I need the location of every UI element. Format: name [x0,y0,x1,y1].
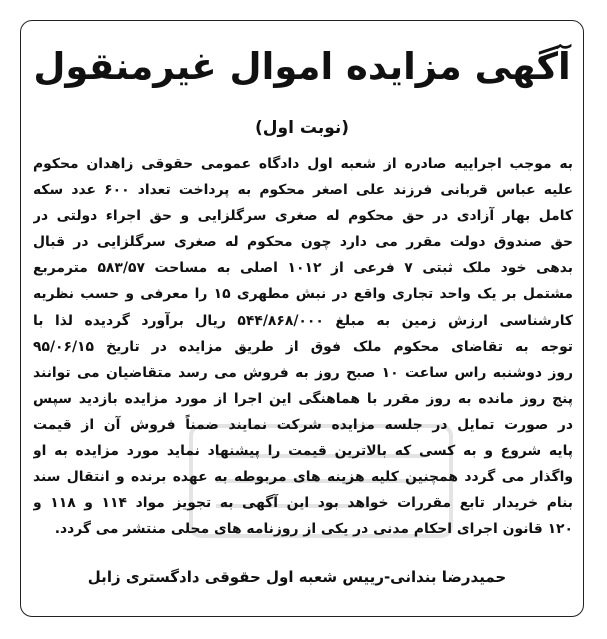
body-line: علیه عباس قربانی فرزند علی اصغر محکوم به پرداخت تعداد ۶۰۰ عدد سکه [33,182,573,199]
notice-body [33,151,573,542]
notice-subtitle: (نوبت اول) [254,118,350,138]
body-line: بنام خریدار تابع مقررات خواهد بود این آگهی به تجویز مواد ۱۱۴ و ۱۱۸ و [33,495,573,512]
body-line: به موجب اجراییه صادره از شعبه اول دادگاه عمومی حقوقی زاهدان محکوم [33,156,573,172]
body-line: در صورت تمایل در جلسه مزایده شرکت نمایند ضمناً فروش آن از قیمت [33,416,573,433]
notice-signature: حمیدرضا بندانی-رییس شعبه اول حقوقی دادگستری زابل [87,568,507,586]
notice-frame [20,20,584,617]
body-line: بدهی خود ملک ثبتی ۷ فرعی از ۱۰۱۲ اصلی به مساحت ۵۸۳/۵۷ مترمربع [33,260,573,277]
body-line: حق صندوق دولت مقرر می دارد چون محکوم له صغری سرگلزایی در قبال [33,234,573,251]
body-line: روز دوشنبه راس ساعت ۱۰ صبح روز به فروش می رسد متقاضیان می توانند [33,364,573,381]
body-line: ۱۲۰ قانون اجرای احکام مدنی در یکی از روزنامه های محلی منتشر می گردد. [54,521,573,538]
body-line: پایه شروع و به کسی که بالاترین قیمت را پیشنهاد نماید مورد مزایده به او [33,443,573,460]
notice-title: آگهی مزایده اموال غیرمنقول [33,45,571,88]
body-line: واگذار می گردد همچنین کلیه هزینه های مربوطه به عهده برنده و انتقال سند [33,469,573,486]
body-line: مشتمل بر یک واحد تجاری واقع در نبش مطهری ۱۵ را معرفی و حسب نظریه [33,286,573,303]
body-line: پنج روز مانده به روز مقرر با هماهنگی این اجرا از مورد مزایده بازدید سپس [33,390,573,407]
body-line: توجه به تقاضای محکوم ملک فوق از طریق مزایده در تاریخ ۹۵/۰۶/۱۵ [33,338,573,355]
body-line: کارشناسی ارزش زمین به مبلغ ۵۴۴/۸۶۸/۰۰۰ ریال برآورد گردیده لذا با [33,312,573,329]
body-line: کامل بهار آزادی در حق محکوم له صغری سرگلزایی و حق اجراء دولتی در [33,208,573,225]
